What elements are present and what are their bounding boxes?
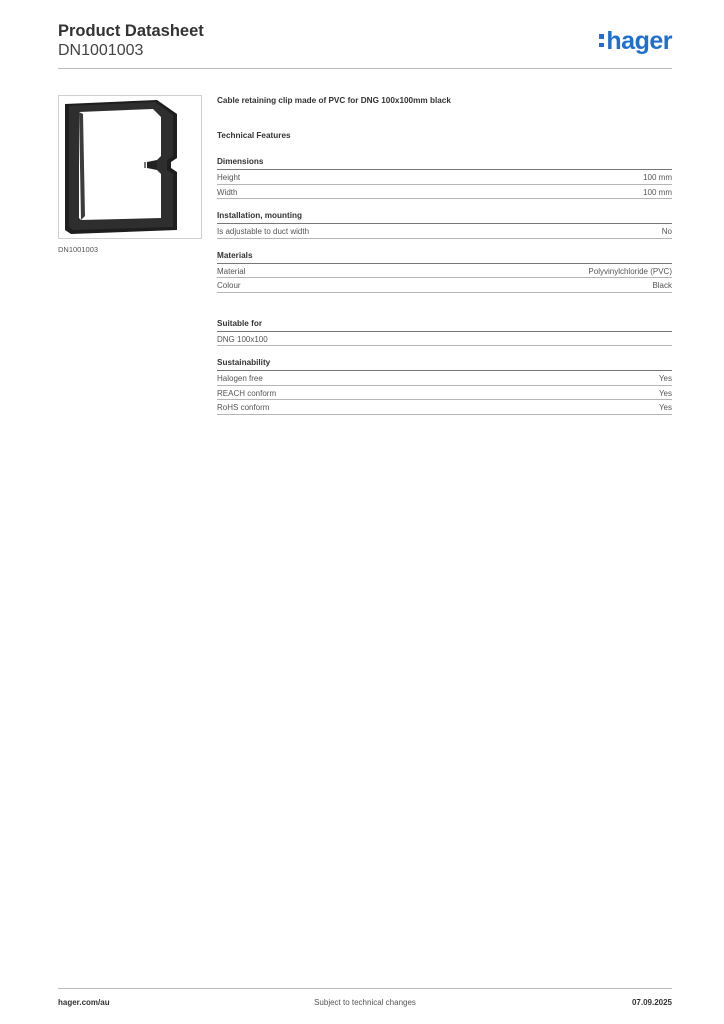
spec-value: Yes xyxy=(658,374,672,383)
header-divider xyxy=(58,68,672,69)
spec-value: Polyvinylchloride (PVC) xyxy=(588,266,672,276)
section-title: Dimensions xyxy=(217,157,672,170)
spec-label: Halogen free xyxy=(217,374,263,383)
spec-row xyxy=(217,400,672,415)
spec-row xyxy=(217,386,672,401)
footer-date: 07.09.2025 xyxy=(631,998,672,1007)
spec-row xyxy=(217,332,672,347)
spec-label: DNG 100x100 xyxy=(217,334,268,344)
product-image xyxy=(58,95,202,239)
section-title: Installation, mounting xyxy=(217,211,672,224)
logo-text: hager xyxy=(606,27,672,55)
spec-label: Material xyxy=(217,266,246,276)
section-dimensions xyxy=(217,157,672,199)
product-details xyxy=(217,96,672,415)
spec-row xyxy=(217,371,672,386)
section-sustainability xyxy=(217,358,672,415)
spec-label: REACH conform xyxy=(217,388,277,398)
product-code: DN1001003 xyxy=(58,42,144,59)
spec-value: Yes xyxy=(658,403,672,412)
section-suitable-for xyxy=(217,319,672,347)
page-header xyxy=(58,22,672,68)
spec-label: Colour xyxy=(217,281,241,290)
footer-divider xyxy=(58,988,672,989)
product-description: Cable retaining clip made of PVC for DNG 100x100mm black xyxy=(217,96,451,105)
spec-value: 100 mm xyxy=(643,187,672,197)
image-caption: DN1001003 xyxy=(58,245,99,254)
spec-row xyxy=(217,185,672,200)
spec-value: Yes xyxy=(658,388,672,398)
spec-label: Is adjustable to duct width xyxy=(217,227,310,236)
spec-label: Height xyxy=(217,173,241,182)
section-title: Sustainability xyxy=(217,358,672,371)
document-title: Product Datasheet xyxy=(58,22,204,40)
section-materials xyxy=(217,251,672,293)
section-installation xyxy=(217,211,672,239)
hager-logo xyxy=(599,28,672,54)
spec-value: 100 mm xyxy=(643,173,672,182)
spec-label: Width xyxy=(217,187,238,197)
technical-features-title: Technical Features xyxy=(217,131,291,140)
logo-colon-icon xyxy=(599,28,604,51)
spec-row xyxy=(217,170,672,185)
footer-note: Subject to technical changes xyxy=(314,998,416,1007)
cable-clip-icon xyxy=(59,96,201,238)
footer-website-link[interactable]: hager.com/au xyxy=(58,998,110,1007)
section-title: Suitable for xyxy=(217,319,672,332)
spec-value: Black xyxy=(652,281,672,290)
spec-row xyxy=(217,224,672,239)
spec-row xyxy=(217,278,672,293)
spec-row xyxy=(217,264,672,279)
spec-label: RoHS conform xyxy=(217,403,270,412)
spec-value: No xyxy=(661,227,672,236)
section-title: Materials xyxy=(217,251,672,264)
